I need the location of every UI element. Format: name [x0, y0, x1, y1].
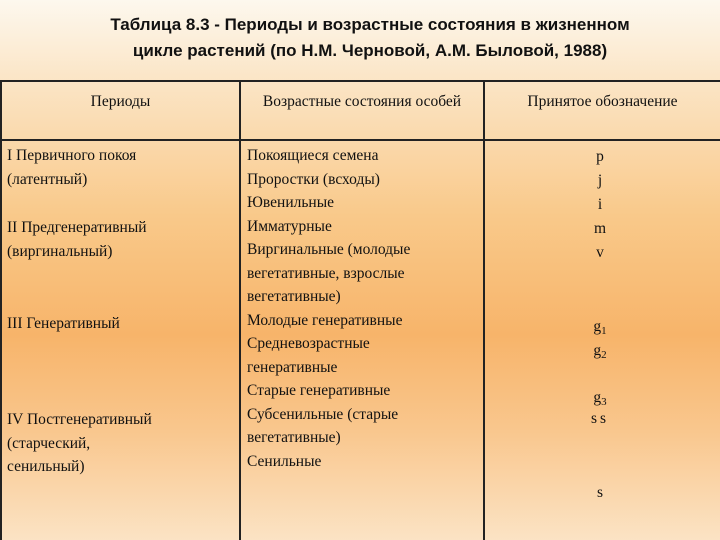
header-age-states: Возрастные состояния особей	[262, 93, 462, 110]
period-4: IV Постгенеративный (старческий, сенильный)	[7, 411, 152, 475]
code-i: i	[597, 196, 603, 213]
code-v: v	[596, 244, 604, 261]
notation-column	[485, 0, 715, 540]
code-g3: $g_3$	[593, 389, 607, 408]
code-m: m	[593, 220, 607, 237]
code-g2: $g_2$	[593, 342, 607, 361]
code-ss: ss	[590, 410, 610, 427]
code-s: s	[596, 484, 604, 501]
period-1: I Первичного покоя (латентный)	[7, 147, 137, 188]
period-2: II Предгенеративный (виргинальный)	[7, 219, 147, 260]
table-left-border	[0, 80, 2, 540]
header-periods: Периоды	[90, 93, 151, 110]
period-3: III Генеративный	[7, 315, 120, 332]
code-j: j	[597, 172, 603, 189]
title-line-1: Таблица 8.3 - Периоды и возрастные состояния в жизненном	[110, 15, 630, 34]
age-states-list: Покоящиеся семена Проростки (всходы) Ювенильные Имматурные Виргинальные (молодые вегетативные, взрослые вегетативные) Молодые генеративные Средневозрастные генеративные Старые генеративные Субсенильные (старые вегетативные) Сенильные	[247, 147, 411, 470]
code-p: p	[596, 148, 604, 165]
column-divider-1	[239, 80, 241, 540]
header-notation: Принятое обозначение	[527, 93, 678, 110]
title-line-2: цикле растений (по Н.М. Черновой, А.М. Быловой, 1988)	[132, 41, 608, 60]
code-g1: $g_1$	[593, 318, 607, 337]
